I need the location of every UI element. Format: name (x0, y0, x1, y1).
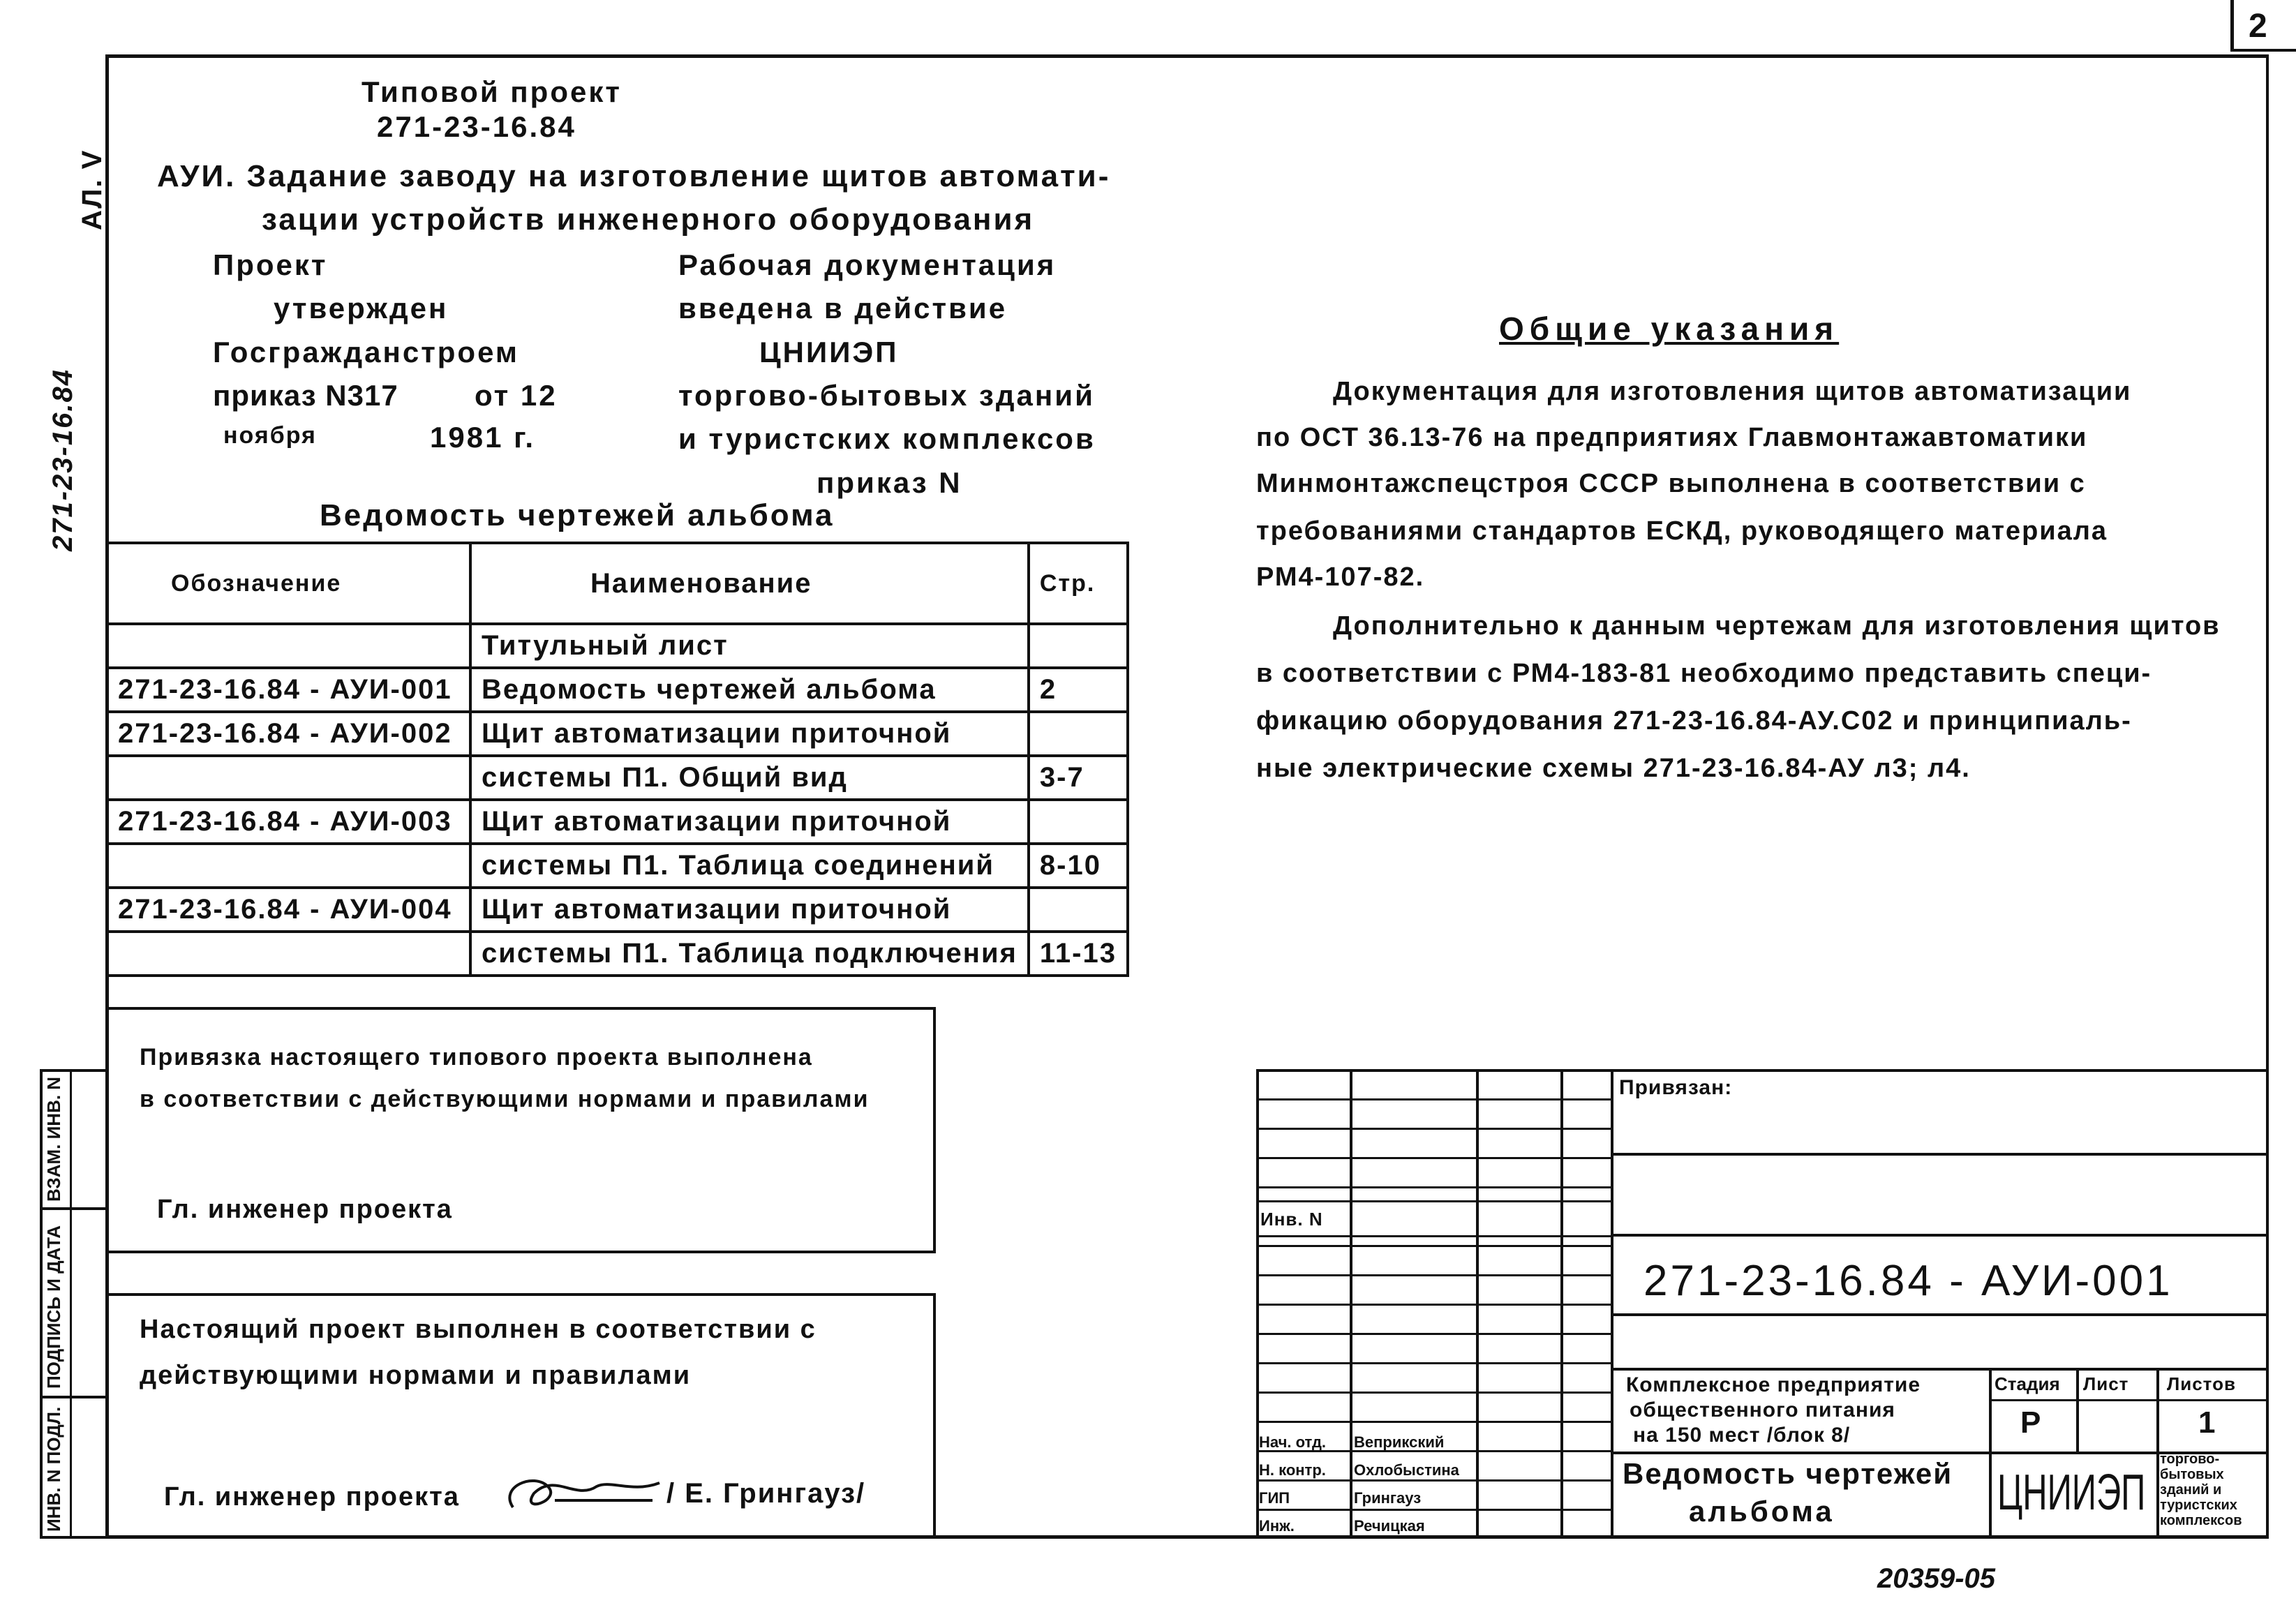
footer-code: 20359-05 (1877, 1563, 1996, 1594)
grid-line (1256, 1245, 1611, 1247)
cell: 271-23-16.84 - АУИ-003 (107, 800, 470, 844)
general-line: Документация для изготовления щитов автоматизации (1333, 377, 2132, 406)
cell: Щит автоматизации приточной (470, 712, 1029, 756)
cell: Щит автоматизации приточной (470, 888, 1029, 932)
approval-left-2: утвержден (274, 292, 449, 324)
grid-line (1256, 1186, 1611, 1188)
org-subtitle (2160, 1452, 2268, 1528)
approval-left-4: приказ N317 (213, 379, 398, 412)
grid-line (1256, 1421, 1611, 1423)
org-sub: зданий и (2160, 1482, 2222, 1498)
stamp-vzam-inv: ВЗАМ. ИНВ. N (43, 1076, 64, 1202)
cell: 271-23-16.84 - АУИ-001 (107, 668, 470, 712)
cell: 8-10 (1029, 844, 1128, 888)
doc-title-1: Ведомость чертежей (1623, 1457, 1953, 1490)
general-line: Дополнительно к данным чертежам для изготовления щитов (1333, 611, 2221, 641)
binding-sign-label: Гл. инженер проекта (157, 1195, 453, 1224)
cell: 11-13 (1029, 932, 1128, 976)
cell: 271-23-16.84 - АУИ-004 (107, 888, 470, 932)
cell: Ведомость чертежей альбома (470, 668, 1029, 712)
header-title-2: зации устройств инженерного оборудования (262, 202, 1035, 237)
side-code: 271-23-16.84 (47, 368, 78, 551)
role: ГИП (1259, 1489, 1290, 1507)
col-header: Стр. (1029, 543, 1128, 624)
cell: системы П1. Общий вид (470, 756, 1029, 800)
table-row (107, 712, 1128, 756)
org-logo: ЦНИИЭП (1997, 1465, 2146, 1521)
general-line: фикацию оборудования 271-23-16.84-АУ.С02 и принципиаль- (1256, 706, 2132, 736)
cell (107, 624, 470, 668)
table-row (107, 932, 1128, 976)
cell (1029, 800, 1128, 844)
general-heading: Общие указания (1499, 311, 1840, 347)
grid-line (1256, 1509, 1611, 1511)
general-line: ные электрические схемы 271-23-16.84-АУ л3; л4. (1256, 754, 1971, 783)
grid-line (1256, 1333, 1611, 1335)
cell: системы П1. Таблица соединений (470, 844, 1029, 888)
stamp-inv-podl: ИНВ. N ПОДЛ. (43, 1406, 64, 1532)
grid-line (2076, 1368, 2079, 1452)
cell (1029, 888, 1128, 932)
binding-note-2: в соответствии с действующими нормами и правилами (140, 1086, 870, 1112)
grid-line (1611, 1452, 1990, 1454)
grid-line (1611, 1153, 2269, 1156)
org-sub: туристских (2160, 1498, 2237, 1513)
table-row (107, 624, 1128, 668)
grid-line (1256, 1157, 1611, 1159)
person: Грингауз (1354, 1489, 1422, 1507)
compliance-note-1: Настоящий проект выполнен в соответствии с (140, 1315, 817, 1344)
table-row (107, 888, 1128, 932)
role: Н. контр. (1259, 1461, 1326, 1479)
chief-engineer-name: / Е. Грингауз/ (666, 1478, 866, 1509)
table-title: Ведомость чертежей альбома (320, 498, 835, 532)
org-sub: бытовых (2160, 1467, 2224, 1482)
col-header: Наименование (470, 543, 1029, 624)
approval-right-5: и туристских комплексов (678, 422, 1096, 455)
cell: Щит автоматизации приточной (470, 800, 1029, 844)
approval-right-1: Рабочая документация (678, 248, 1057, 281)
approval-right-2: введена в действие (678, 292, 1008, 324)
cell: 2 (1029, 668, 1128, 712)
grid-line (1989, 1399, 2269, 1401)
stage-value: Р (2020, 1405, 2041, 1440)
approval-left-5: от 12 (475, 379, 558, 412)
org-sub: комплексов (2160, 1513, 2242, 1528)
drawings-table (105, 542, 1129, 977)
role: Инж. (1259, 1517, 1295, 1535)
binding-note-1: Привязка настоящего типового проекта выполнена (140, 1044, 813, 1070)
general-line: РМ4-107-82. (1256, 562, 1425, 592)
grid-line (1256, 1128, 1611, 1130)
stage-header: Стадия (1995, 1373, 2060, 1394)
object-line: общественного питания (1630, 1398, 1895, 1422)
cell: Титульный лист (470, 624, 1029, 668)
table-row (107, 800, 1128, 844)
role: Нач. отд. (1259, 1433, 1327, 1451)
person: Охлобыстина (1354, 1461, 1459, 1479)
grid-line (1256, 1479, 1611, 1482)
grid-line (1611, 1368, 2269, 1371)
col-header: Обозначение (107, 543, 470, 624)
sheets-header: Листов (2167, 1373, 2236, 1394)
object-line: на 150 мест /блок 8/ (1633, 1424, 1851, 1447)
privyazan-label: Привязан: (1619, 1076, 1733, 1099)
doc-title-2: альбома (1689, 1495, 1835, 1528)
approval-left-7: 1981 г. (430, 421, 536, 454)
cell (1029, 624, 1128, 668)
approval-right-6: приказ N (817, 466, 962, 499)
person: Речицкая (1354, 1517, 1425, 1535)
approval-right-3: ЦНИИЭП (759, 336, 899, 368)
approval-left-6: ноября (223, 422, 317, 449)
cell: 3-7 (1029, 756, 1128, 800)
approval-left-3: Госгражданстроем (213, 336, 519, 368)
table-row (107, 668, 1128, 712)
compliance-sign-label: Гл. инженер проекта (164, 1482, 460, 1512)
header-line1: Типовой проект (361, 75, 622, 108)
person: Веприкский (1354, 1433, 1445, 1451)
cell (1029, 712, 1128, 756)
header-code: 271-23-16.84 (377, 110, 576, 143)
grid-line (1611, 1069, 1613, 1539)
table-header (107, 543, 1128, 624)
grid-line (1256, 1392, 1611, 1394)
approval-left-1: Проект (213, 248, 328, 281)
cell: 271-23-16.84 - АУИ-002 (107, 712, 470, 756)
cell (107, 932, 470, 976)
stamp-sign-date: ПОДПИСЬ И ДАТА (43, 1225, 64, 1389)
inv-label: Инв. N (1260, 1209, 1323, 1230)
general-line: в соответствии с РМ4-183-81 необходимо представить специ- (1256, 659, 2152, 688)
grid-line (1256, 1274, 1611, 1276)
signature (492, 1458, 666, 1521)
cell: системы П1. Таблица подключения (470, 932, 1029, 976)
grid-line (1256, 1200, 1611, 1202)
header-title-1: АУИ. Задание заводу на изготовление щитов автомати- (157, 159, 1111, 193)
cell (107, 756, 470, 800)
object-line: Комплексное предприятие (1626, 1373, 1921, 1396)
grid-line (1611, 1234, 2269, 1237)
grid-line (1256, 1098, 1611, 1101)
approval-right-4: торгово-бытовых зданий (678, 379, 1095, 412)
compliance-note-2: действующими нормами и правилами (140, 1361, 692, 1390)
sheet-header: Лист (2083, 1373, 2129, 1394)
grid-line (1611, 1313, 2269, 1316)
grid-line (1256, 1362, 1611, 1364)
grid-line (1256, 1235, 1611, 1237)
org-sub: торгово- (2160, 1452, 2220, 1467)
sheet-number: 2 (2249, 8, 2269, 45)
document-code: 271-23-16.84 - АУИ-001 (1643, 1257, 2173, 1305)
general-line: требованиями стандартов ЕСКД, руководящего материала (1256, 516, 2108, 546)
grid-line (1256, 1304, 1611, 1306)
table-row (107, 844, 1128, 888)
sheets-value: 1 (2198, 1405, 2216, 1440)
album-label: АЛ. V (77, 149, 107, 230)
cell (107, 844, 470, 888)
general-line: по ОСТ 36.13-76 на предприятиях Главмонтажавтоматики (1256, 423, 2088, 452)
table-row (107, 756, 1128, 800)
general-line: Минмонтажспецстроя СССР выполнена в соответствии с (1256, 469, 2086, 498)
